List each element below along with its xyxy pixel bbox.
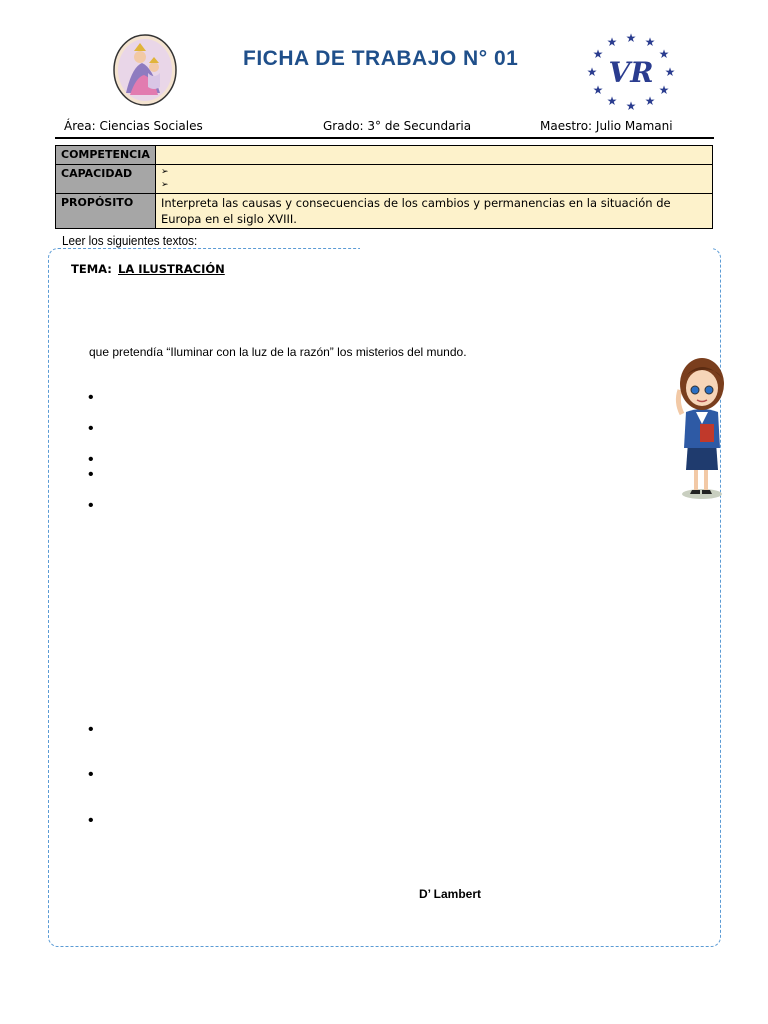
svg-text:★: ★ [606, 94, 618, 108]
competencia-label: COMPETENCIA [56, 146, 156, 165]
svg-text:★: ★ [592, 83, 604, 97]
school-star-logo [584, 30, 678, 112]
svg-text:★: ★ [625, 99, 637, 112]
bullet-point: • [88, 766, 94, 783]
svg-text:★: ★ [644, 94, 656, 108]
teacher-illustration [664, 344, 738, 502]
svg-text:★: ★ [592, 47, 604, 61]
body-paragraph: que pretendía “Iluminar con la luz de la razón” los misterios del mundo. [89, 345, 467, 359]
svg-text:VR: VR [608, 56, 654, 89]
svg-text:★: ★ [625, 31, 637, 45]
page-title: FICHA DE TRABAJO N° 01 [243, 47, 519, 70]
svg-text:★: ★ [658, 47, 670, 61]
header-divider [55, 137, 714, 139]
tema-title: LA ILUSTRACIÓN [118, 262, 225, 276]
capacidad-label: CAPACIDAD [56, 165, 156, 194]
proposito-row [56, 194, 713, 229]
proposito-value: Interpreta las causas y consecuencias de los cambios y permanencias en la situación de Europa en el siglo XVIII. [156, 194, 713, 229]
info-table [55, 145, 713, 229]
capacidad-value [156, 165, 713, 194]
bullet-point: • [88, 389, 94, 406]
bullet-point: • [88, 812, 94, 829]
bullet-point: • [88, 420, 94, 437]
intro-text: Leer los siguientes textos: [62, 233, 198, 248]
area-label: Área: Ciencias Sociales [64, 119, 203, 133]
bullet-point: • [88, 466, 94, 483]
svg-text:★: ★ [606, 35, 618, 49]
capacidad-item: ➢ [161, 167, 169, 177]
signature-author: D’ Lambert [419, 887, 482, 901]
tema-label: TEMA: [71, 262, 112, 276]
bullet-point: • [88, 721, 94, 738]
grade-label: Grado: 3° de Secundaria [323, 119, 472, 133]
svg-text:★: ★ [644, 35, 656, 49]
virgin-medallion-logo [112, 33, 178, 107]
capacidad-item: ➢ [161, 180, 169, 190]
svg-text:★: ★ [658, 83, 670, 97]
capacidad-row [56, 165, 713, 194]
frame-gap [360, 246, 712, 251]
bullet-point: • [88, 497, 94, 514]
svg-text:★: ★ [664, 65, 676, 79]
teacher-label: Maestro: Julio Mamani [540, 119, 673, 133]
bullet-point: • [88, 451, 94, 468]
competencia-row [56, 146, 713, 165]
svg-text:★: ★ [586, 65, 598, 79]
proposito-label: PROPÓSITO [56, 194, 156, 229]
competencia-value [156, 146, 713, 165]
